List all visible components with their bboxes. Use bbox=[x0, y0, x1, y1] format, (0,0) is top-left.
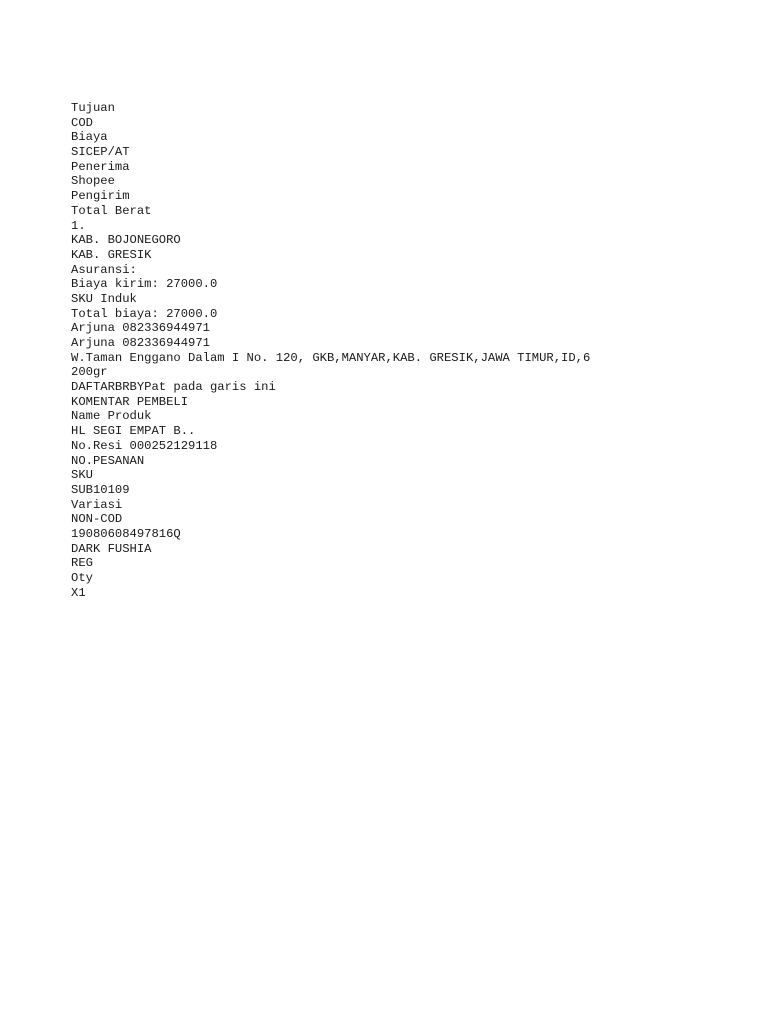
text-line-no-resi: No.Resi 000252129118 bbox=[71, 438, 218, 453]
text-line-asuransi: Asuransi: bbox=[71, 262, 137, 277]
text-line-tujuan: Tujuan bbox=[71, 101, 115, 115]
text-line-qty-value: X1 bbox=[71, 585, 86, 600]
shipping-label-text bbox=[71, 101, 751, 600]
text-line-variasi: Variasi bbox=[71, 497, 123, 512]
text-line-name-produk: Name Produk bbox=[71, 409, 152, 424]
text-line-cod: COD bbox=[71, 115, 93, 130]
text-line-total-biaya: Total biaya: 27000.0 bbox=[71, 306, 218, 321]
text-line-total-berat: Total Berat bbox=[71, 203, 152, 218]
text-line-cut-line-note: DAFTARBRBYPat pada garis ini bbox=[71, 380, 276, 395]
text-line-komentar-pembeli: KOMENTAR PEMBELI bbox=[71, 394, 189, 409]
text-line-service-type: REG bbox=[71, 556, 93, 571]
text-line-sku-value: SUB10109 bbox=[71, 482, 130, 497]
text-line-non-cod: NON-COD bbox=[71, 512, 123, 527]
text-line-origin-city: KAB. GRESIK bbox=[71, 247, 152, 262]
text-line-penerima: Penerima bbox=[71, 159, 130, 174]
text-line-variant-color: DARK FUSHIA bbox=[71, 541, 152, 556]
text-line-biaya-kirim: Biaya kirim: 27000.0 bbox=[71, 277, 218, 292]
text-line-pengirim: Pengirim bbox=[71, 189, 130, 204]
text-line-address: W.Taman Enggano Dalam I No. 120, GKB,MANYAR,KAB. GRESIK,JAWA TIMUR,ID,6 bbox=[71, 350, 591, 365]
text-line-no-pesanan: NO.PESANAN bbox=[71, 453, 145, 468]
text-line-shopee: Shopee bbox=[71, 174, 115, 189]
text-line-sender-contact: Arjuna 082336944971 bbox=[71, 336, 210, 350]
text-line-biaya: Biaya bbox=[71, 130, 108, 145]
text-line-qty-label: Oty bbox=[71, 571, 93, 585]
text-line-destination-city: KAB. BOJONEGORO bbox=[71, 233, 181, 248]
text-line-number: 1. bbox=[71, 218, 86, 233]
text-line-order-number: 19080608497816Q bbox=[71, 526, 181, 541]
text-line-courier: SICEP/AT bbox=[71, 145, 130, 160]
text-line-sku-induk: SKU Induk bbox=[71, 291, 137, 306]
text-line-product-name: HL SEGI EMPAT B.. bbox=[71, 424, 196, 439]
text-line-recipient-contact: Arjuna 082336944971 bbox=[71, 321, 210, 336]
text-line-sku: SKU bbox=[71, 468, 93, 483]
text-line-weight: 200gr bbox=[71, 365, 108, 380]
